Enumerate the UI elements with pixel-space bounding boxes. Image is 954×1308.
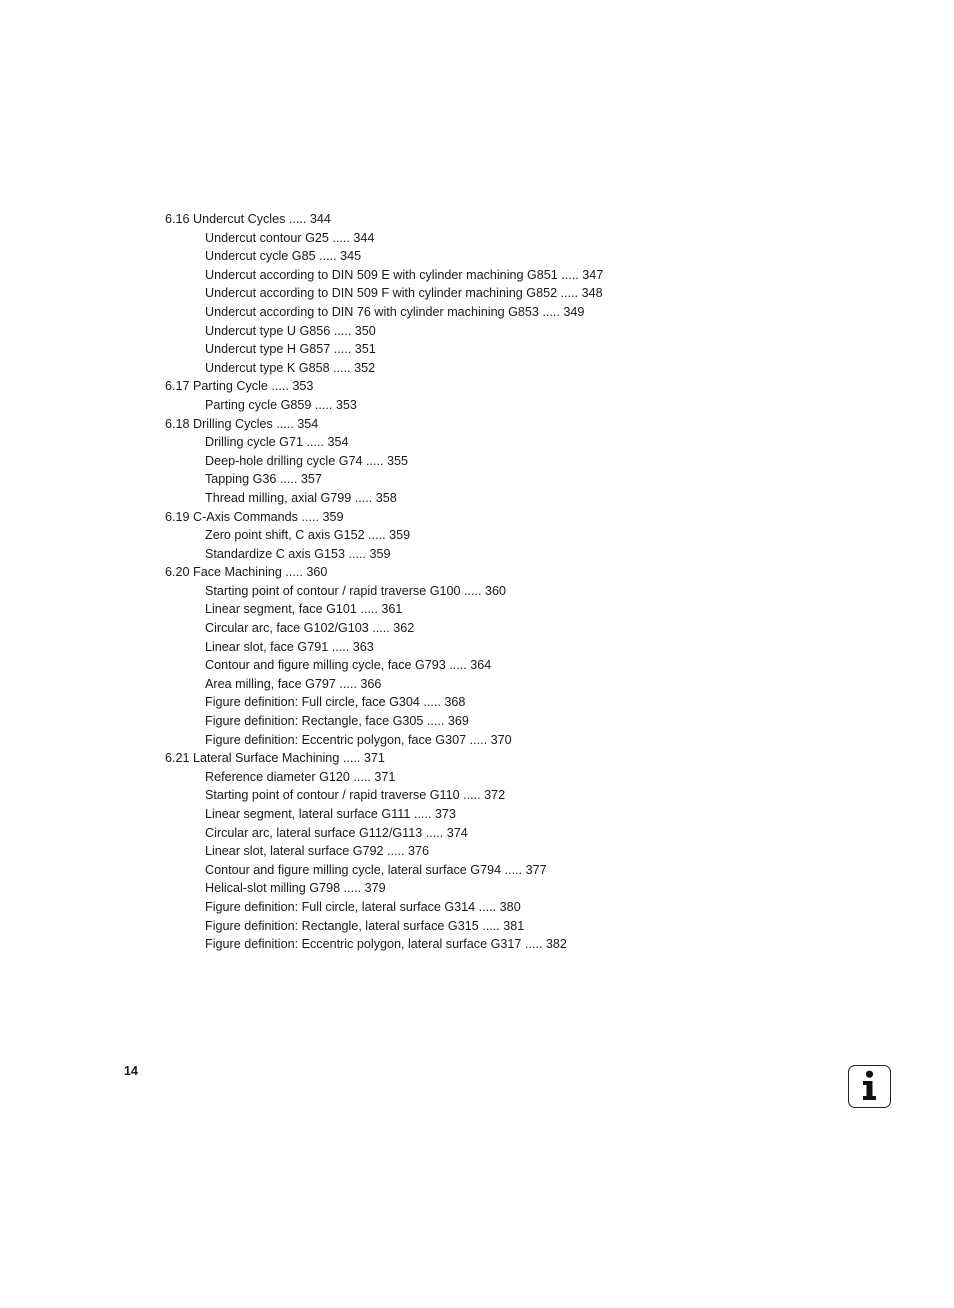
- toc-section-entry: 6.20 Face Machining ..... 360: [165, 565, 328, 580]
- toc-subentry: Figure definition: Rectangle, face G305 ..... 369: [205, 714, 469, 729]
- toc-subentry: Starting point of contour / rapid traverse G100 ..... 360: [205, 583, 507, 598]
- toc-subentry: Contour and figure milling cycle, lateral surface G794 ..... 377: [205, 862, 547, 877]
- toc-subentry: Deep-hole drilling cycle G74 ..... 355: [205, 453, 409, 468]
- toc-subentry: Figure definition: Rectangle, lateral surface G315 ..... 381: [205, 918, 525, 933]
- toc-subentry: Standardize C axis G153 ..... 359: [205, 546, 391, 561]
- toc-subentry: Figure definition: Full circle, lateral surface G314 ..... 380: [205, 899, 521, 914]
- info-icon: [848, 1065, 891, 1108]
- toc-subentry: Undercut type U G856 ..... 350: [205, 323, 376, 338]
- toc-section-entry: 6.19 C-Axis Commands ..... 359: [165, 509, 344, 524]
- toc-subentry: Circular arc, lateral surface G112/G113 ..... 374: [205, 825, 468, 840]
- toc-subentry: Undercut cycle G85 ..... 345: [205, 249, 362, 264]
- toc-section-entry: 6.21 Lateral Surface Machining ..... 371: [165, 751, 385, 766]
- table-of-contents: [165, 210, 865, 954]
- toc-subentry: Zero point shift, C axis G152 ..... 359: [205, 528, 411, 543]
- toc-subentry: Linear slot, lateral surface G792 ..... 376: [205, 844, 430, 859]
- toc-subentry: Tapping G36 ..... 357: [205, 472, 322, 487]
- toc-subentry: Figure definition: Eccentric polygon, face G307 ..... 370: [205, 732, 512, 747]
- toc-subentry: Reference diameter G120 ..... 371: [205, 769, 396, 784]
- toc-subentry: Drilling cycle G71 ..... 354: [205, 435, 349, 450]
- toc-subentry: Undercut contour G25 ..... 344: [205, 230, 375, 245]
- toc-subentry: Undercut type K G858 ..... 352: [205, 360, 376, 375]
- toc-subentry: Contour and figure milling cycle, face G793 ..... 364: [205, 658, 492, 673]
- toc-subentry: Linear segment, face G101 ..... 361: [205, 602, 403, 617]
- toc-subentry: Thread milling, axial G799 ..... 358: [205, 490, 397, 505]
- toc-subentry: Linear slot, face G791 ..... 363: [205, 639, 374, 654]
- toc-section-entry: 6.18 Drilling Cycles ..... 354: [165, 416, 319, 431]
- toc-subentry: Linear segment, lateral surface G111 ..... 373: [205, 807, 456, 821]
- toc-subentry: Helical-slot milling G798 ..... 379: [205, 881, 386, 896]
- toc-subentry: Undercut according to DIN 509 F with cylinder machining G852 ..... 348: [205, 286, 603, 301]
- toc-subentry: Area milling, face G797 ..... 366: [205, 676, 382, 691]
- toc-subentry: Undercut according to DIN 76 with cylinder machining G853 ..... 349: [205, 304, 585, 319]
- toc-subentry: Circular arc, face G102/G103 ..... 362: [205, 621, 415, 636]
- toc-subentry: Figure definition: Eccentric polygon, lateral surface G317 ..... 382: [205, 937, 567, 952]
- toc-subentry: Figure definition: Full circle, face G304 ..... 368: [205, 695, 466, 710]
- toc-section-entry: 6.17 Parting Cycle ..... 353: [165, 379, 314, 394]
- page-number: 14: [124, 1064, 138, 1078]
- toc-subentry: Parting cycle G859 ..... 353: [205, 397, 357, 412]
- toc-subentry: Undercut according to DIN 509 E with cylinder machining G851 ..... 347: [205, 267, 604, 282]
- toc-subentry: Undercut type H G857 ..... 351: [205, 342, 376, 357]
- toc-section-entry: 6.16 Undercut Cycles ..... 344: [165, 212, 331, 226]
- toc-subentry: Starting point of contour / rapid traverse G110 ..... 372: [205, 788, 506, 803]
